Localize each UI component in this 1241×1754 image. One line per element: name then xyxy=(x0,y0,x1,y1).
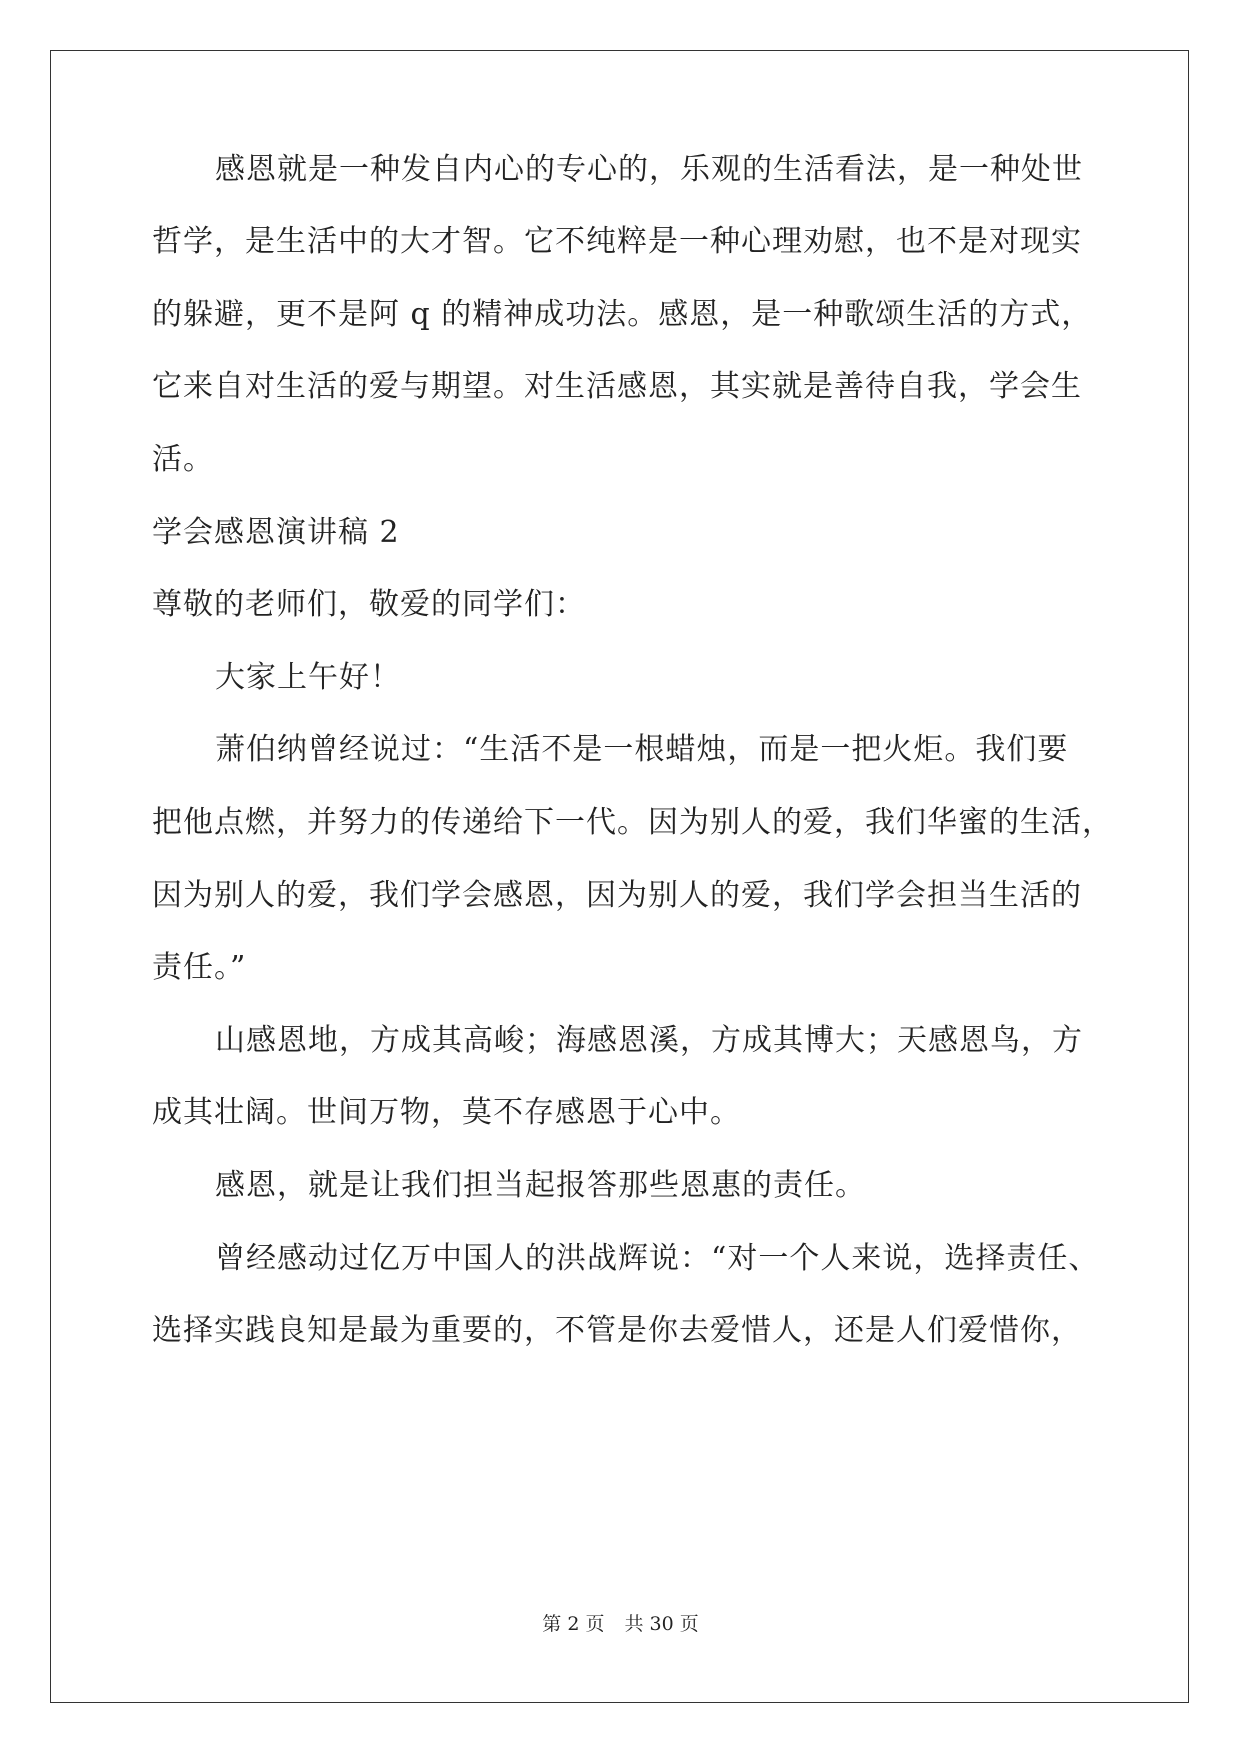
paragraph-line: 它来自对生活的爱与期望。对生活感恩，其实就是善待自我，学会生 xyxy=(152,369,1082,404)
salutation: 尊敬的老师们，敬爱的同学们： xyxy=(152,587,586,622)
paragraph-line: 感恩，就是让我们担当起报答那些恩惠的责任。 xyxy=(215,1168,866,1203)
paragraph-line: 活。 xyxy=(152,442,214,477)
paragraph-line: 哲学，是生活中的大才智。它不纯粹是一种心理劝慰，也不是对现实 xyxy=(152,224,1082,259)
page-total: 共 30 页 xyxy=(624,1613,699,1635)
page-number: 第 2 页 xyxy=(542,1613,605,1635)
greeting: 大家上午好！ xyxy=(215,660,401,695)
paragraph-line: 把他点燃，并努力的传递给下一代。因为别人的爱，我们华蜜的生活， xyxy=(152,805,1113,840)
paragraph-line: 感恩就是一种发自内心的专心的，乐观的生活看法，是一种处世 xyxy=(215,152,1083,187)
paragraph-line: 选择实践良知是最为重要的，不管是你去爱惜人，还是人们爱惜你， xyxy=(152,1313,1082,1348)
paragraph-line: 山感恩地，方成其高峻；海感恩溪，方成其博大；天感恩鸟，方 xyxy=(215,1023,1083,1058)
paragraph-line: 曾经感动过亿万中国人的洪战辉说：“对一个人来说，选择责任、 xyxy=(215,1241,1100,1276)
paragraph-line: 成其壮阔。世间万物，莫不存感恩于心中。 xyxy=(152,1095,741,1130)
paragraph-line: 的躲避，更不是阿 q 的精神成功法。感恩，是一种歌颂生活的方式， xyxy=(152,297,1093,332)
paragraph-line: 萧伯纳曾经说过：“生活不是一根蜡烛，而是一把火炬。我们要 xyxy=(215,732,1069,767)
paragraph-line: 责任。” xyxy=(152,950,247,985)
section-heading: 学会感恩演讲稿 2 xyxy=(152,515,400,550)
page-footer xyxy=(0,1612,1241,1636)
paragraph-line: 因为别人的爱，我们学会感恩，因为别人的爱，我们学会担当生活的 xyxy=(152,878,1082,913)
